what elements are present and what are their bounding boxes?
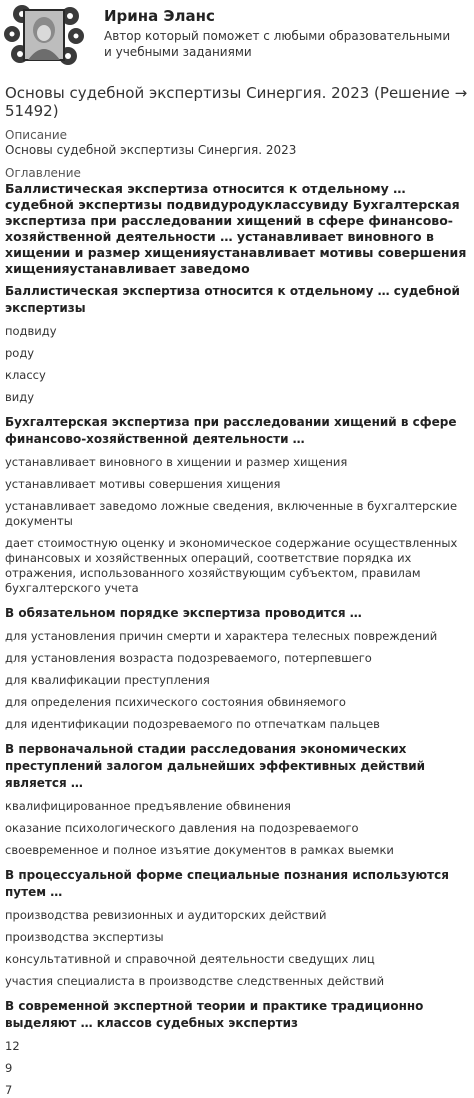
document-content <box>0 84 474 1098</box>
answer-option: 7 <box>5 1083 13 1097</box>
answer-option: классу <box>5 368 46 382</box>
question-title: Бухгалтерская экспертиза при расследовании хищений в сфере финансово-хозяйственной деятельности … <box>5 415 457 446</box>
toc-text: Баллистическая экспертиза относится к отдельному … судебной экспертизы подвидуродуклассувиду Бухгалтерская экспертиза при расследовании хищений в сфере финансово-хозяйственной деятельности … устанавливает виновного в хищении и размер хищенияустанавливает мотивы совершения хищенияустанавливает заведомо <box>5 181 467 276</box>
answer-option: для квалификации преступления <box>5 673 210 687</box>
author-avatar <box>4 4 84 66</box>
answer-option: для идентификации подозреваемого по отпечаткам пальцев <box>5 717 380 731</box>
question-title: В первоначальной стадии расследования экономических преступлений залогом дальнейших эффективных действий является … <box>5 742 426 790</box>
answer-option: для установления возраста подозреваемого, потерпевшего <box>5 651 372 665</box>
answer-option: своевременное и полное изъятие документов в рамках выемки <box>5 843 394 857</box>
description-text: Основы судебной экспертизы Синергия. 2023 <box>5 143 297 157</box>
author-bio: Автор который поможет с любыми образовательными и учебными заданиями <box>104 29 451 59</box>
answer-option: производства ревизионных и аудиторских действий <box>5 908 327 922</box>
answer-option: устанавливает заведомо ложные сведения, включенные в бухгалтерские документы <box>5 499 458 528</box>
question-title: В обязательном порядке экспертиза проводится … <box>5 606 362 620</box>
answer-option: для определения психического состояния обвиняемого <box>5 695 346 709</box>
answer-option: участия специалиста в производстве следственных действий <box>5 974 385 988</box>
answer-option: производства экспертизы <box>5 930 164 944</box>
question-title: Баллистическая экспертиза относится к отдельному … судебной экспертизы <box>5 284 460 315</box>
answer-option: квалифицированное предъявление обвинения <box>5 799 291 813</box>
question-list <box>5 283 468 1098</box>
answer-option: роду <box>5 346 35 360</box>
author-header <box>0 0 474 76</box>
answer-option: 12 <box>5 1039 20 1053</box>
question-title: В современной экспертной теории и практике традиционно выделяют … классов судебных экспертиз <box>5 999 424 1030</box>
answer-option: оказание психологического давления на подозреваемого <box>5 821 359 835</box>
toc-label: Оглавление <box>5 166 81 180</box>
answer-option: для установления причин смерти и характера телесных повреждений <box>5 629 438 643</box>
answer-option: виду <box>5 390 35 404</box>
answer-option: консультативной и справочной деятельности сведущих лиц <box>5 952 375 966</box>
answer-option: устанавливает виновного в хищении и размер хищения <box>5 455 348 469</box>
document-title: Основы судебной экспертизы Синергия. 2023 (Решение → 51492) <box>5 84 468 120</box>
answer-option: устанавливает мотивы совершения хищения <box>5 477 281 491</box>
author-name[interactable]: Ирина Эланс <box>104 7 215 25</box>
question-title: В процессуальной форме специальные познания используются путем … <box>5 868 449 899</box>
answer-option: дает стоимостную оценку и экономическое содержание осуществленных финансовых и хозяйственных операций, соответствие порядка их отражения, использованного хозяйствующим субъектом, правилам бухгалтерского учета <box>5 536 458 595</box>
answer-option: подвиду <box>5 324 57 338</box>
answer-option: 9 <box>5 1061 13 1075</box>
description-label: Описание <box>5 128 68 142</box>
